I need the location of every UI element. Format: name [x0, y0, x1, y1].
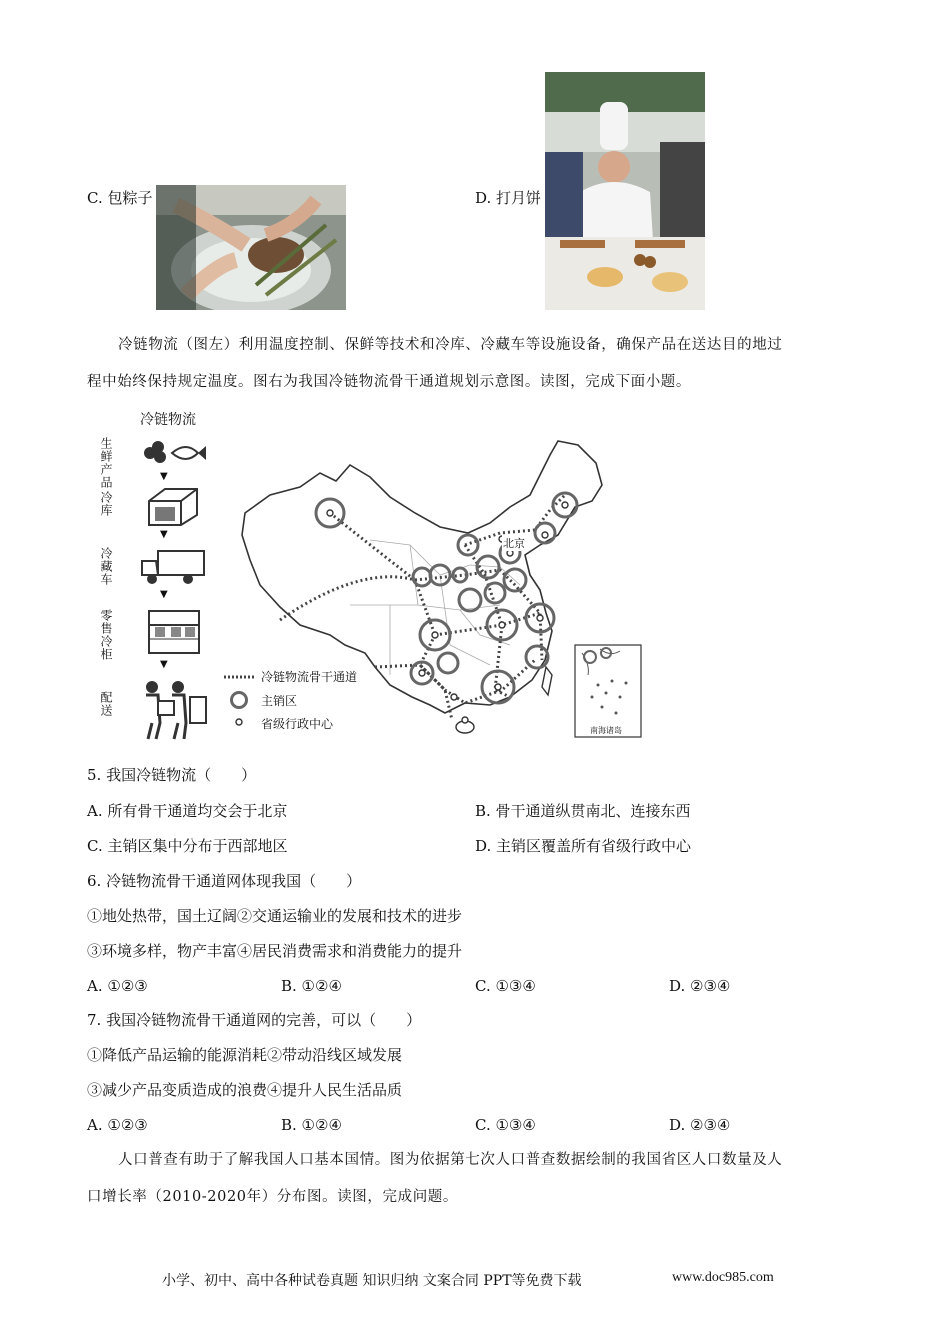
q5-stem: 5. 我国冷链物流（ ） — [87, 766, 257, 784]
q5-option-a[interactable]: A. 所有骨干通道均交会于北京 — [87, 802, 288, 820]
q6-stem: 6. 冷链物流骨干通道网体现我国（ ） — [87, 872, 362, 890]
intro1-line2: 程中始终保持规定温度。图右为我国冷链物流骨干通道规划示意图。读图，完成下面小题。 — [87, 374, 691, 390]
step-retail-freezer: 零售冷柜 — [99, 609, 113, 661]
intro2-line2: 口增长率（2010-2020年）分布图。读图，完成问题。 — [87, 1189, 459, 1205]
q7-statement-2: ③减少产品变质造成的浪费④提升人民生活品质 — [87, 1081, 403, 1099]
delivery-people-icon — [138, 677, 208, 741]
q5-option-d[interactable]: D. 主销区覆盖所有省级行政中心 — [475, 837, 692, 855]
fresh-products-icon — [138, 435, 208, 469]
arrow-down-icon: ▼ — [160, 589, 168, 600]
step-fresh-products: 生鲜产品 — [99, 437, 113, 489]
option-c-label: C. 包粽子 — [87, 189, 153, 207]
cold-storage-icon — [145, 485, 200, 527]
q7-option-a[interactable]: A. ①②③ — [87, 1116, 148, 1134]
corridor-legend-icon — [223, 672, 255, 682]
legend-main-area: 主销区 — [261, 694, 298, 708]
q7-option-c[interactable]: C. ①③④ — [475, 1116, 536, 1134]
q6-option-b[interactable]: B. ①②④ — [281, 977, 342, 995]
q7-statement-1: ①降低产品运输的能源消耗②带动沿线区域发展 — [87, 1046, 403, 1064]
mooncake-photo — [545, 72, 705, 310]
main-area-legend-icon — [229, 690, 249, 710]
q6-statement-2: ③环境多样，物产丰富④居民消费需求和消费能力的提升 — [87, 942, 463, 960]
footer-link[interactable]: www.doc985.com — [672, 1270, 774, 1285]
q5-option-b[interactable]: B. 骨干通道纵贯南北、连接东西 — [475, 802, 691, 820]
zongzi-photo — [156, 185, 346, 310]
q7-option-b[interactable]: B. ①②④ — [281, 1116, 342, 1134]
retail-freezer-icon — [145, 607, 205, 657]
q5-option-c[interactable]: C. 主销区集中分布于西部地区 — [87, 837, 288, 855]
q7-stem: 7. 我国冷链物流骨干通道网的完善，可以（ ） — [87, 1011, 422, 1029]
map-legend — [223, 668, 383, 738]
reefer-truck-icon — [138, 545, 208, 587]
intro1-line1: 冷链物流（图左）利用温度控制、保鲜等技术和冷库、冷藏车等设施设备，确保产品在送达目的地过 — [118, 337, 783, 353]
step-cold-storage: 冷库 — [99, 491, 113, 517]
arrow-down-icon: ▼ — [160, 659, 168, 670]
q6-option-c[interactable]: C. ①③④ — [475, 977, 536, 995]
q6-statement-1: ①地处热带，国土辽阔②交通运输业的发展和技术的进步 — [87, 907, 463, 925]
intro2-line1: 人口普查有助于了解我国人口基本国情。图为依据第七次人口普查数据绘制的我国省区人口数量及人 — [118, 1152, 783, 1168]
cold-chain-flow-diagram — [90, 405, 240, 745]
footer-text: 小学、初中、高中各种试卷真题 知识归纳 文案合同 PPT等免费下载 — [162, 1273, 582, 1289]
beijing-label: 北京 — [503, 537, 525, 550]
q6-option-d[interactable]: D. ②③④ — [669, 977, 731, 995]
arrow-down-icon: ▼ — [160, 529, 168, 540]
capital-legend-icon — [234, 717, 244, 727]
step-reefer-truck: 冷藏车 — [99, 547, 113, 586]
legend-corridor: 冷链物流骨干通道 — [261, 670, 358, 684]
arrow-down-icon: ▼ — [160, 471, 168, 482]
inset-label: 南海诸岛 — [590, 726, 622, 735]
flow-title: 冷链物流 — [140, 412, 196, 428]
option-d-label: D. 打月饼 — [475, 189, 542, 207]
step-delivery: 配送 — [99, 691, 113, 717]
q7-option-d[interactable]: D. ②③④ — [669, 1116, 731, 1134]
legend-capital: 省级行政中心 — [261, 717, 334, 731]
q6-option-a[interactable]: A. ①②③ — [87, 977, 148, 995]
